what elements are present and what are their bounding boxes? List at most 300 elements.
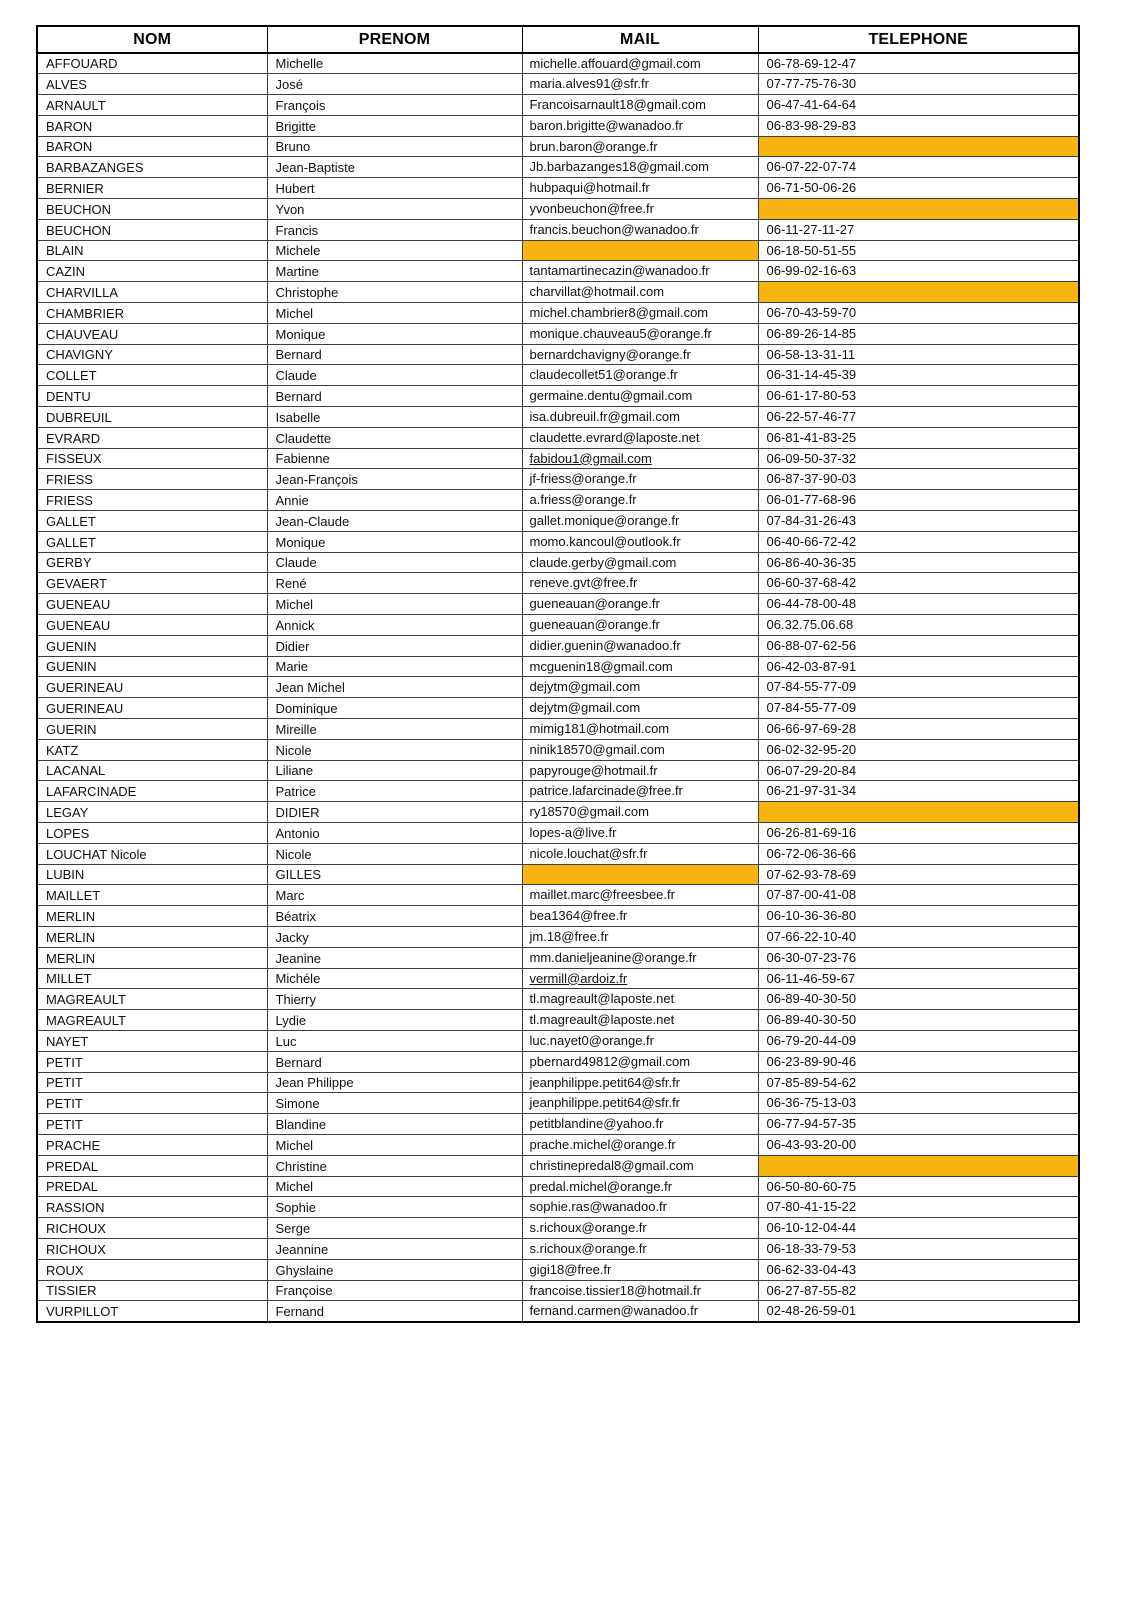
nom-cell: MAILLET <box>37 885 267 906</box>
nom-cell: PREDAL <box>37 1155 267 1176</box>
table-row <box>37 760 1079 781</box>
table-row <box>37 407 1079 428</box>
tel-cell: 06-01-77-68-96 <box>758 490 1079 511</box>
nom-cell: GUERINEAU <box>37 677 267 698</box>
tel-cell: 06-47-41-64-64 <box>758 95 1079 116</box>
table-row <box>37 199 1079 220</box>
mail-cell: yvonbeuchon@free.fr <box>522 199 758 220</box>
table-row <box>37 282 1079 303</box>
tel-cell: 06-86-40-36-35 <box>758 552 1079 573</box>
nom-cell: BARBAZANGES <box>37 157 267 178</box>
tel-cell: 06-60-37-68-42 <box>758 573 1079 594</box>
mail-cell: isa.dubreuil.fr@gmail.com <box>522 407 758 428</box>
prenom-cell: Claudette <box>267 427 522 448</box>
table-row <box>37 344 1079 365</box>
mail-cell: claudecollet51@orange.fr <box>522 365 758 386</box>
nom-cell: CHAUVEAU <box>37 323 267 344</box>
tel-cell: 06-88-07-62-56 <box>758 635 1079 656</box>
prenom-cell: Jean Philippe <box>267 1072 522 1093</box>
nom-cell: MERLIN <box>37 947 267 968</box>
prenom-cell: Michelle <box>267 53 522 74</box>
table-row <box>37 1197 1079 1218</box>
prenom-cell: Thierry <box>267 989 522 1010</box>
tel-cell: 06-42-03-87-91 <box>758 656 1079 677</box>
nom-cell: GUERINEAU <box>37 698 267 719</box>
table-row <box>37 448 1079 469</box>
nom-cell: PREDAL <box>37 1176 267 1197</box>
table-row <box>37 968 1079 989</box>
nom-cell: MERLIN <box>37 906 267 927</box>
prenom-cell: Antonio <box>267 822 522 843</box>
tel-cell: 06-99-02-16-63 <box>758 261 1079 282</box>
prenom-cell: Fernand <box>267 1301 522 1322</box>
table-row <box>37 1093 1079 1114</box>
table-row <box>37 802 1079 823</box>
tel-cell: 06-87-37-90-03 <box>758 469 1079 490</box>
tel-cell: 07-84-55-77-09 <box>758 698 1079 719</box>
tel-cell: 06-18-33-79-53 <box>758 1238 1079 1259</box>
mail-cell: mimig181@hotmail.com <box>522 719 758 740</box>
mail-cell: vermill@ardoiz.fr <box>522 968 758 989</box>
mail-cell: patrice.lafarcinade@free.fr <box>522 781 758 802</box>
mail-cell: papyrouge@hotmail.fr <box>522 760 758 781</box>
table-row <box>37 1010 1079 1031</box>
nom-cell: NAYET <box>37 1030 267 1051</box>
tel-cell: 06-58-13-31-11 <box>758 344 1079 365</box>
table-row <box>37 1238 1079 1259</box>
prenom-cell: Ghyslaine <box>267 1259 522 1280</box>
prenom-cell: Fabienne <box>267 448 522 469</box>
prenom-cell: Brigitte <box>267 115 522 136</box>
nom-cell: BEUCHON <box>37 219 267 240</box>
table-row <box>37 240 1079 261</box>
mail-cell: monique.chauveau5@orange.fr <box>522 323 758 344</box>
nom-cell: LEGAY <box>37 802 267 823</box>
mail-cell: jeanphilippe.petit64@sfr.fr <box>522 1093 758 1114</box>
tel-cell: 06-30-07-23-76 <box>758 947 1079 968</box>
mail-cell: sophie.ras@wanadoo.fr <box>522 1197 758 1218</box>
nom-cell: GUENIN <box>37 656 267 677</box>
nom-cell: PRACHE <box>37 1134 267 1155</box>
prenom-cell: Monique <box>267 531 522 552</box>
nom-cell: TISSIER <box>37 1280 267 1301</box>
nom-cell: KATZ <box>37 739 267 760</box>
prenom-cell: Serge <box>267 1218 522 1239</box>
nom-cell: VURPILLOT <box>37 1301 267 1322</box>
table-row <box>37 822 1079 843</box>
table-row <box>37 323 1079 344</box>
prenom-cell: Annick <box>267 615 522 636</box>
prenom-cell: Bernard <box>267 344 522 365</box>
prenom-cell: Bruno <box>267 136 522 157</box>
prenom-cell: Michéle <box>267 968 522 989</box>
nom-cell: GERBY <box>37 552 267 573</box>
prenom-cell: Mireille <box>267 719 522 740</box>
table-row <box>37 178 1079 199</box>
mail-cell: bea1364@free.fr <box>522 906 758 927</box>
tel-cell: 06-43-93-20-00 <box>758 1134 1079 1155</box>
table-row <box>37 864 1079 885</box>
mail-cell: dejytm@gmail.com <box>522 698 758 719</box>
mail-cell: tantamartinecazin@wanadoo.fr <box>522 261 758 282</box>
nom-cell: PETIT <box>37 1072 267 1093</box>
tel-cell: 06-44-78-00-48 <box>758 594 1079 615</box>
nom-cell: CHAMBRIER <box>37 303 267 324</box>
prenom-cell: Michel <box>267 1134 522 1155</box>
nom-cell: BERNIER <box>37 178 267 199</box>
mail-cell: francis.beuchon@wanadoo.fr <box>522 219 758 240</box>
prenom-cell: Michel <box>267 1176 522 1197</box>
tel-cell: 07-66-22-10-40 <box>758 926 1079 947</box>
prenom-cell: Lydie <box>267 1010 522 1031</box>
prenom-cell: René <box>267 573 522 594</box>
table-row <box>37 490 1079 511</box>
nom-cell: GEVAERT <box>37 573 267 594</box>
tel-cell: 06-62-33-04-43 <box>758 1259 1079 1280</box>
table-row <box>37 511 1079 532</box>
mail-cell: maria.alves91@sfr.fr <box>522 74 758 95</box>
mail-cell: baron.brigitte@wanadoo.fr <box>522 115 758 136</box>
tel-cell: 06-61-17-80-53 <box>758 386 1079 407</box>
mail-cell: predal.michel@orange.fr <box>522 1176 758 1197</box>
mail-cell: mcguenin18@gmail.com <box>522 656 758 677</box>
prenom-cell: Yvon <box>267 199 522 220</box>
prenom-cell: Luc <box>267 1030 522 1051</box>
nom-cell: ALVES <box>37 74 267 95</box>
column-header-mail: MAIL <box>522 26 758 53</box>
mail-cell: mm.danieljeanine@orange.fr <box>522 947 758 968</box>
prenom-cell: Christophe <box>267 282 522 303</box>
mail-cell: didier.guenin@wanadoo.fr <box>522 635 758 656</box>
nom-cell: MAGREAULT <box>37 1010 267 1031</box>
prenom-cell: Claude <box>267 365 522 386</box>
prenom-cell: Jean Michel <box>267 677 522 698</box>
mail-cell: jf-friess@orange.fr <box>522 469 758 490</box>
tel-cell-missing-highlight <box>758 1155 1079 1176</box>
tel-cell: 06-78-69-12-47 <box>758 53 1079 74</box>
mail-cell: tl.magreault@laposte.net <box>522 989 758 1010</box>
mail-cell: michel.chambrier8@gmail.com <box>522 303 758 324</box>
prenom-cell: Jean-Baptiste <box>267 157 522 178</box>
mail-cell: bernardchavigny@orange.fr <box>522 344 758 365</box>
nom-cell: ROUX <box>37 1259 267 1280</box>
nom-cell: PETIT <box>37 1051 267 1072</box>
table-row <box>37 303 1079 324</box>
tel-cell: 06-07-29-20-84 <box>758 760 1079 781</box>
prenom-cell: Marc <box>267 885 522 906</box>
tel-cell: 07-80-41-15-22 <box>758 1197 1079 1218</box>
mail-cell-missing-highlight <box>522 864 758 885</box>
tel-cell: 06-26-81-69-16 <box>758 822 1079 843</box>
table-row <box>37 136 1079 157</box>
tel-cell: 06-11-46-59-67 <box>758 968 1079 989</box>
table-row <box>37 1114 1079 1135</box>
table-row <box>37 906 1079 927</box>
tel-cell: 06-23-89-90-46 <box>758 1051 1079 1072</box>
nom-cell: CHARVILLA <box>37 282 267 303</box>
mail-cell: hubpaqui@hotmail.fr <box>522 178 758 199</box>
table-row <box>37 95 1079 116</box>
prenom-cell: Nicole <box>267 739 522 760</box>
prenom-cell: José <box>267 74 522 95</box>
nom-cell: PETIT <box>37 1093 267 1114</box>
prenom-cell: Béatrix <box>267 906 522 927</box>
table-row <box>37 1030 1079 1051</box>
tel-cell: 06-50-80-60-75 <box>758 1176 1079 1197</box>
table-row <box>37 656 1079 677</box>
nom-cell: LACANAL <box>37 760 267 781</box>
table-row <box>37 1176 1079 1197</box>
nom-cell: GUENEAU <box>37 615 267 636</box>
mail-cell: gigi18@free.fr <box>522 1259 758 1280</box>
mail-cell: fernand.carmen@wanadoo.fr <box>522 1301 758 1322</box>
prenom-cell: GILLES <box>267 864 522 885</box>
mail-cell: jeanphilippe.petit64@sfr.fr <box>522 1072 758 1093</box>
table-row <box>37 53 1079 74</box>
table-row <box>37 719 1079 740</box>
mail-cell-missing-highlight <box>522 240 758 261</box>
mail-cell: pbernard49812@gmail.com <box>522 1051 758 1072</box>
tel-cell: 07-85-89-54-62 <box>758 1072 1079 1093</box>
table-row <box>37 698 1079 719</box>
tel-cell: 07-62-93-78-69 <box>758 864 1079 885</box>
nom-cell: BLAIN <box>37 240 267 261</box>
column-header-prenom: PRENOM <box>267 26 522 53</box>
tel-cell: 06-22-57-46-77 <box>758 407 1079 428</box>
prenom-cell: Jean-François <box>267 469 522 490</box>
tel-cell: 06-77-94-57-35 <box>758 1114 1079 1135</box>
tel-cell: 06.32.75.06.68 <box>758 615 1079 636</box>
table-row <box>37 427 1079 448</box>
mail-cell: dejytm@gmail.com <box>522 677 758 698</box>
mail-cell: Jb.barbazanges18@gmail.com <box>522 157 758 178</box>
tel-cell-missing-highlight <box>758 802 1079 823</box>
table-row <box>37 926 1079 947</box>
mail-cell: ry18570@gmail.com <box>522 802 758 823</box>
tel-cell: 06-70-43-59-70 <box>758 303 1079 324</box>
prenom-cell: Didier <box>267 635 522 656</box>
tel-cell: 06-40-66-72-42 <box>758 531 1079 552</box>
nom-cell: FRIESS <box>37 469 267 490</box>
prenom-cell: Claude <box>267 552 522 573</box>
nom-cell: BARON <box>37 136 267 157</box>
prenom-cell: Francis <box>267 219 522 240</box>
nom-cell: BEUCHON <box>37 199 267 220</box>
prenom-cell: Annie <box>267 490 522 511</box>
tel-cell: 06-72-06-36-66 <box>758 843 1079 864</box>
table-row <box>37 74 1079 95</box>
mail-cell: tl.magreault@laposte.net <box>522 1010 758 1031</box>
mail-cell: claude.gerby@gmail.com <box>522 552 758 573</box>
table-row <box>37 1259 1079 1280</box>
nom-cell: RICHOUX <box>37 1238 267 1259</box>
tel-cell: 07-84-31-26-43 <box>758 511 1079 532</box>
nom-cell: GALLET <box>37 511 267 532</box>
tel-cell: 06-31-14-45-39 <box>758 365 1079 386</box>
nom-cell: CHAVIGNY <box>37 344 267 365</box>
prenom-cell: Sophie <box>267 1197 522 1218</box>
nom-cell: MERLIN <box>37 926 267 947</box>
mail-cell: momo.kancoul@outlook.fr <box>522 531 758 552</box>
prenom-cell: Jeanine <box>267 947 522 968</box>
tel-cell: 06-02-32-95-20 <box>758 739 1079 760</box>
prenom-cell: Marie <box>267 656 522 677</box>
prenom-cell: Liliane <box>267 760 522 781</box>
mail-cell: Francoisarnault18@gmail.com <box>522 95 758 116</box>
table-row <box>37 219 1079 240</box>
tel-cell: 06-10-36-36-80 <box>758 906 1079 927</box>
tel-cell: 06-89-40-30-50 <box>758 1010 1079 1031</box>
tel-cell: 07-87-00-41-08 <box>758 885 1079 906</box>
prenom-cell: Bernard <box>267 1051 522 1072</box>
table-row <box>37 677 1079 698</box>
prenom-cell: Patrice <box>267 781 522 802</box>
tel-cell: 06-71-50-06-26 <box>758 178 1079 199</box>
mail-cell: prache.michel@orange.fr <box>522 1134 758 1155</box>
prenom-cell: Christine <box>267 1155 522 1176</box>
nom-cell: LUBIN <box>37 864 267 885</box>
nom-cell: CAZIN <box>37 261 267 282</box>
prenom-cell: Michele <box>267 240 522 261</box>
tel-cell: 07-84-55-77-09 <box>758 677 1079 698</box>
prenom-cell: DIDIER <box>267 802 522 823</box>
table-row <box>37 1072 1079 1093</box>
tel-cell: 06-07-22-07-74 <box>758 157 1079 178</box>
mail-cell: luc.nayet0@orange.fr <box>522 1030 758 1051</box>
tel-cell: 06-81-41-83-25 <box>758 427 1079 448</box>
tel-cell: 06-83-98-29-83 <box>758 115 1079 136</box>
nom-cell: RASSION <box>37 1197 267 1218</box>
table-row <box>37 615 1079 636</box>
nom-cell: LAFARCINADE <box>37 781 267 802</box>
mail-cell: francoise.tissier18@hotmail.fr <box>522 1280 758 1301</box>
header-row <box>37 26 1079 53</box>
prenom-cell: Simone <box>267 1093 522 1114</box>
mail-cell: charvillat@hotmail.com <box>522 282 758 303</box>
mail-cell: petitblandine@yahoo.fr <box>522 1114 758 1135</box>
nom-cell: GUENIN <box>37 635 267 656</box>
table-row <box>37 1301 1079 1322</box>
table-row <box>37 739 1079 760</box>
mail-cell: fabidou1@gmail.com <box>522 448 758 469</box>
prenom-cell: Françoise <box>267 1280 522 1301</box>
prenom-cell: François <box>267 95 522 116</box>
tel-cell: 06-66-97-69-28 <box>758 719 1079 740</box>
mail-cell: gueneauan@orange.fr <box>522 594 758 615</box>
tel-cell: 06-89-40-30-50 <box>758 989 1079 1010</box>
mail-cell: brun.baron@orange.fr <box>522 136 758 157</box>
nom-cell: BARON <box>37 115 267 136</box>
mail-cell: s.richoux@orange.fr <box>522 1218 758 1239</box>
mail-cell: jm.18@free.fr <box>522 926 758 947</box>
column-header-nom: NOM <box>37 26 267 53</box>
prenom-cell: Michel <box>267 303 522 324</box>
mail-cell: lopes-a@live.fr <box>522 822 758 843</box>
table-row <box>37 989 1079 1010</box>
table-row <box>37 1134 1079 1155</box>
nom-cell: MILLET <box>37 968 267 989</box>
tel-cell: 06-89-26-14-85 <box>758 323 1079 344</box>
mail-cell: gueneauan@orange.fr <box>522 615 758 636</box>
table-row <box>37 843 1079 864</box>
tel-cell: 06-79-20-44-09 <box>758 1030 1079 1051</box>
nom-cell: GUERIN <box>37 719 267 740</box>
table-row <box>37 469 1079 490</box>
prenom-cell: Michel <box>267 594 522 615</box>
table-row <box>37 552 1079 573</box>
prenom-cell: Bernard <box>267 386 522 407</box>
table-row <box>37 594 1079 615</box>
tel-cell: 06-10-12-04-44 <box>758 1218 1079 1239</box>
mail-cell: christinepredal8@gmail.com <box>522 1155 758 1176</box>
tel-cell: 07-77-75-76-30 <box>758 74 1079 95</box>
table-row <box>37 1218 1079 1239</box>
tel-cell: 06-09-50-37-32 <box>758 448 1079 469</box>
mail-cell: claudette.evrard@laposte.net <box>522 427 758 448</box>
prenom-cell: Jeannine <box>267 1238 522 1259</box>
contacts-tbody <box>37 53 1079 1322</box>
prenom-cell: Jean-Claude <box>267 511 522 532</box>
prenom-cell: Blandine <box>267 1114 522 1135</box>
table-row <box>37 1155 1079 1176</box>
tel-cell-missing-highlight <box>758 136 1079 157</box>
mail-cell: michelle.affouard@gmail.com <box>522 53 758 74</box>
prenom-cell: Hubert <box>267 178 522 199</box>
nom-cell: ARNAULT <box>37 95 267 116</box>
table-row <box>37 885 1079 906</box>
nom-cell: LOUCHAT Nicole <box>37 843 267 864</box>
tel-cell: 06-21-97-31-34 <box>758 781 1079 802</box>
column-header-telephone: TELEPHONE <box>758 26 1079 53</box>
contacts-table <box>36 25 1080 1323</box>
table-row <box>37 261 1079 282</box>
prenom-cell: Jacky <box>267 926 522 947</box>
nom-cell: RICHOUX <box>37 1218 267 1239</box>
nom-cell: DUBREUIL <box>37 407 267 428</box>
mail-cell: s.richoux@orange.fr <box>522 1238 758 1259</box>
table-row <box>37 365 1079 386</box>
table-row <box>37 1051 1079 1072</box>
nom-cell: DENTU <box>37 386 267 407</box>
nom-cell: LOPES <box>37 822 267 843</box>
nom-cell: AFFOUARD <box>37 53 267 74</box>
table-row <box>37 781 1079 802</box>
table-row <box>37 157 1079 178</box>
nom-cell: FISSEUX <box>37 448 267 469</box>
nom-cell: PETIT <box>37 1114 267 1135</box>
table-row <box>37 531 1079 552</box>
mail-cell: gallet.monique@orange.fr <box>522 511 758 532</box>
table-row <box>37 573 1079 594</box>
mail-cell: nicole.louchat@sfr.fr <box>522 843 758 864</box>
tel-cell: 02-48-26-59-01 <box>758 1301 1079 1322</box>
prenom-cell: Monique <box>267 323 522 344</box>
nom-cell: FRIESS <box>37 490 267 511</box>
prenom-cell: Nicole <box>267 843 522 864</box>
table-row <box>37 947 1079 968</box>
table-row <box>37 635 1079 656</box>
mail-cell: a.friess@orange.fr <box>522 490 758 511</box>
mail-cell: germaine.dentu@gmail.com <box>522 386 758 407</box>
tel-cell: 06-27-87-55-82 <box>758 1280 1079 1301</box>
nom-cell: COLLET <box>37 365 267 386</box>
tel-cell: 06-18-50-51-55 <box>758 240 1079 261</box>
nom-cell: MAGREAULT <box>37 989 267 1010</box>
prenom-cell: Dominique <box>267 698 522 719</box>
nom-cell: GUENEAU <box>37 594 267 615</box>
tel-cell-missing-highlight <box>758 282 1079 303</box>
table-row <box>37 1280 1079 1301</box>
